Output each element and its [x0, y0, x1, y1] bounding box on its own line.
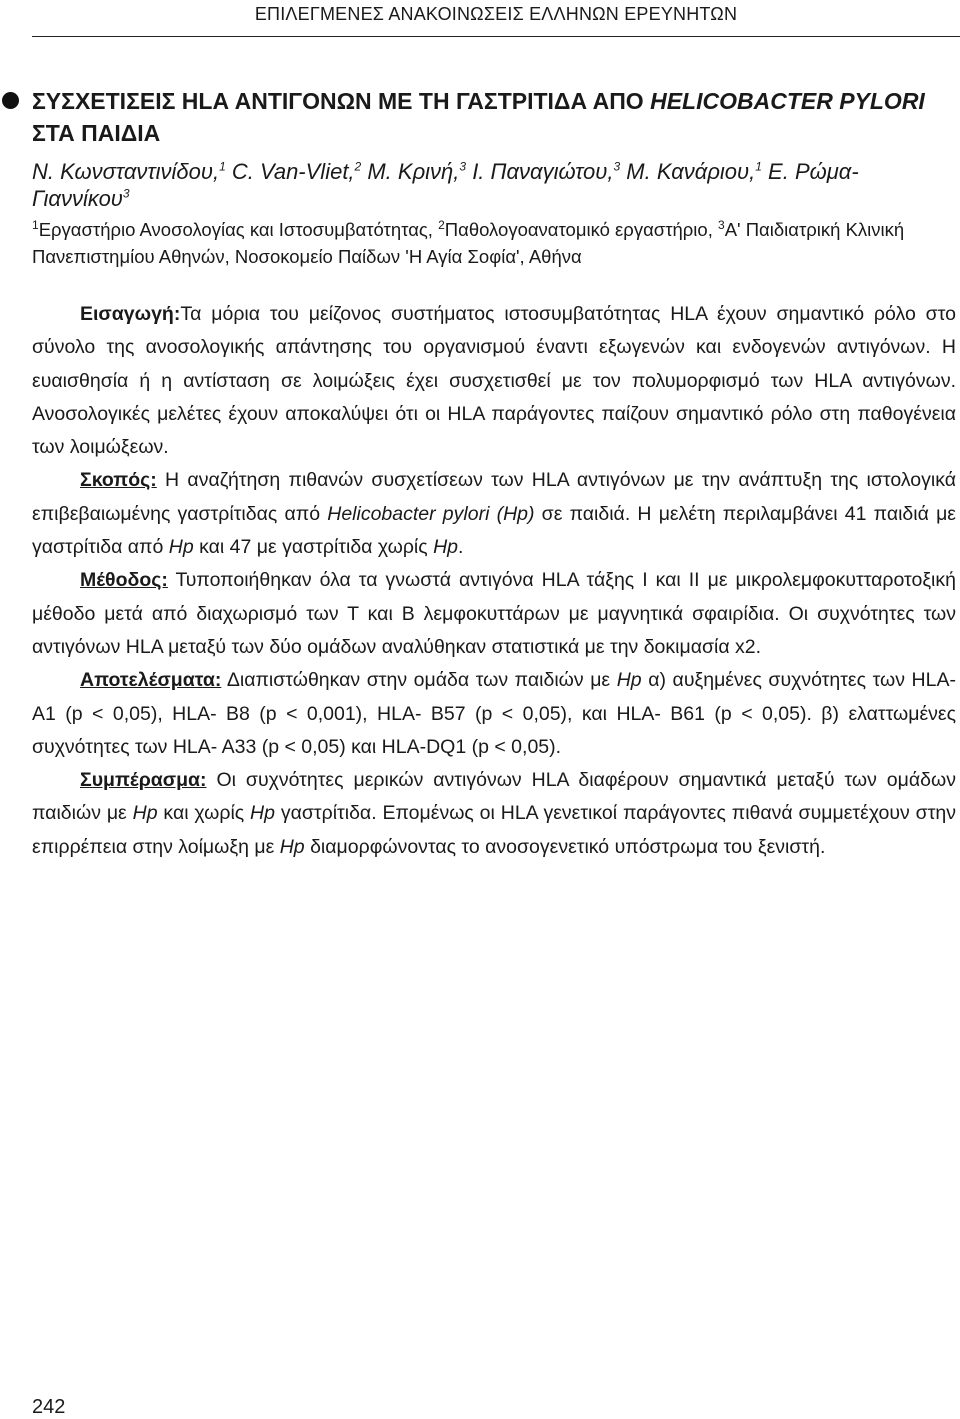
article-title	[32, 85, 932, 149]
conclusion-paragraph	[32, 764, 956, 864]
conclusion-organism-abbr: Hp	[132, 802, 158, 825]
author-list	[32, 158, 952, 212]
method-label: Μέθοδος:	[80, 569, 168, 592]
method-text: Τυποποιήθηκαν όλα τα γνωστά αντιγόνα HLA τάξης I και II με μικρολεμφοκυτταροτοξική μέθοδο μετά από διαχωρισμό των Τ και Β λεμφοκυττάρων με μαγνητικά σφαιρίδια. Οι συχνότητες των αντιγόνων HLA μεταξύ των δύο ομάδων αναλύθηκαν στατιστικά με την δοκιμασία x2.	[32, 569, 956, 658]
author-name: Μ. Κρινή,	[361, 159, 460, 184]
conclusion-text: διαμορφώνοντας το ανοσογενετικό υπόστρωμα του ξενιστή.	[304, 835, 826, 858]
conclusion-text: Οι συχνότητες μερικών αντιγόνων HLA διαφέρουν σημαντικά μεταξύ των ομάδων παιδιών με	[32, 769, 956, 825]
intro-text: Τα μόρια του μείζονος συστήματος ιστοσυμβατότητας HLA έχουν σημαντικό ρόλο στο σύνολο της ανοσολογικής απάντησης του οργανισμού έναντι εξωγενών και ενδογενών αντιγόνων. Η ευαισθησία ή η αντίσταση σε λοιμώξεις έχει συσχετισθεί με τον πολυμορφισμό των HLA αντιγόνων. Ανοσολογικές μελέτες έχουν αποκαλύψει ότι οι HLA παράγοντες παίζουν σημαντικό ρόλο στη παθογένεια των λοιμώξεων.	[32, 303, 956, 459]
affiliation-mark: 1	[32, 217, 39, 232]
conclusion-text: και χωρίς	[157, 802, 251, 825]
conclusion-organism-abbr: Hp	[279, 835, 305, 858]
title-text-part1: ΣΥΣΧΕΤΙΣΕΙΣ HLA ΑΝΤΙΓΟΝΩΝ ΜΕ ΤΗ ΓΑΣΤΡΙΤΙΔΑ ΑΠΟ	[32, 88, 651, 114]
intro-label: Εισαγωγή:	[80, 303, 181, 325]
author-affiliation-mark: 1	[219, 159, 226, 174]
aim-text: σε παιδιά. Η μελέτη περιλαμβάνει 41 παιδιά με γαστρίτιδα από	[32, 502, 957, 559]
page-number: 242	[32, 1396, 66, 1418]
intro-paragraph	[32, 298, 956, 464]
conclusion-organism-abbr: Hp	[250, 802, 275, 825]
affiliation-mark: 3	[718, 217, 725, 232]
conclusion-text: γαστρίτιδα. Επομένως οι HLA γενετικοί παράγοντες πιθανά συμμετέχουν στην επιρρέπεια στην λοίμωξη με	[32, 802, 956, 858]
affiliation-text: Α' Παιδιατρική Κλινική Πανεπιστημίου Αθηνών, Νοσοκομείο Παίδων 'Η Αγία Σοφία', Αθήνα	[32, 219, 905, 267]
affiliation-text: Παθολογοανατομικό εργαστήριο,	[444, 219, 718, 240]
author-affiliation-mark: 3	[613, 159, 621, 174]
title-text-part2: ΣΤΑ ΠΑΙΔΙΑ	[32, 120, 161, 146]
author-affiliation-mark: 3	[459, 159, 467, 174]
aim-organism-abbr: Hp	[433, 536, 458, 559]
affiliation-mark: 2	[438, 217, 445, 232]
running-header	[32, 0, 960, 37]
author-name: Ν. Κωνσταντινίδου,	[32, 159, 220, 184]
author-name: Ε. Ρώμα-Γιαννίκου	[32, 159, 859, 211]
results-label: Αποτελέσματα:	[80, 669, 222, 692]
aim-organism: Helicobacter pylori (Hp)	[327, 502, 535, 525]
author-name: C. Van-Vliet,	[225, 159, 355, 184]
method-paragraph	[32, 564, 956, 664]
affiliation-text: Εργαστήριο Ανοσολογίας και Ιστοσυμβατότητας,	[38, 219, 439, 240]
running-header-title: ΕΠΙΛΕΓΜΕΝΕΣ ΑΝΑΚΟΙΝΩΣΕΙΣ ΕΛΛΗΝΩΝ ΕΡΕΥΝΗΤΩΝ	[254, 4, 738, 24]
aim-paragraph	[32, 464, 956, 564]
aim-text: και 47 με γαστρίτιδα χωρίς	[193, 536, 434, 559]
bullet-icon	[2, 92, 19, 109]
aim-text: .	[458, 536, 464, 559]
results-text: α) αυξημένες συχνότητες των HLA- A1 (p < 0,05), HLA- B8 (p < 0,001), HLA- B57 (p < 0,05), και HLA- B61 (p < 0,05). β) ελαττωμένες συχνότητες των HLA- A33 (p < 0,05) και HLA-DQ1 (p < 0,05).	[32, 669, 956, 758]
author-affiliation-mark: 1	[755, 159, 762, 174]
results-organism-abbr: Hp	[616, 669, 642, 692]
aim-label: Σκοπός:	[80, 469, 157, 492]
abstract-body	[32, 298, 956, 864]
affiliations	[32, 216, 952, 270]
author-name: Ι. Παναγιώτου,	[466, 159, 614, 184]
results-paragraph	[32, 664, 956, 764]
author-affiliation-mark: 2	[354, 159, 362, 174]
aim-text: Η αναζήτηση πιθανών συσχετίσεων των HLA αντιγόνων με την ανάπτυξη της ιστολογικά επιβεβαιωμένης γαστρίτιδας από	[32, 469, 956, 525]
author-name: Μ. Κανάριου,	[620, 159, 756, 184]
title-organism: HELICOBACTER PYLORI	[650, 88, 925, 114]
author-affiliation-mark: 3	[122, 186, 130, 201]
conclusion-label: Συμπέρασμα:	[80, 769, 207, 792]
results-text: Διαπιστώθηκαν στην ομάδα των παιδιών με	[221, 669, 617, 692]
aim-organism-abbr: Hp	[168, 536, 194, 559]
